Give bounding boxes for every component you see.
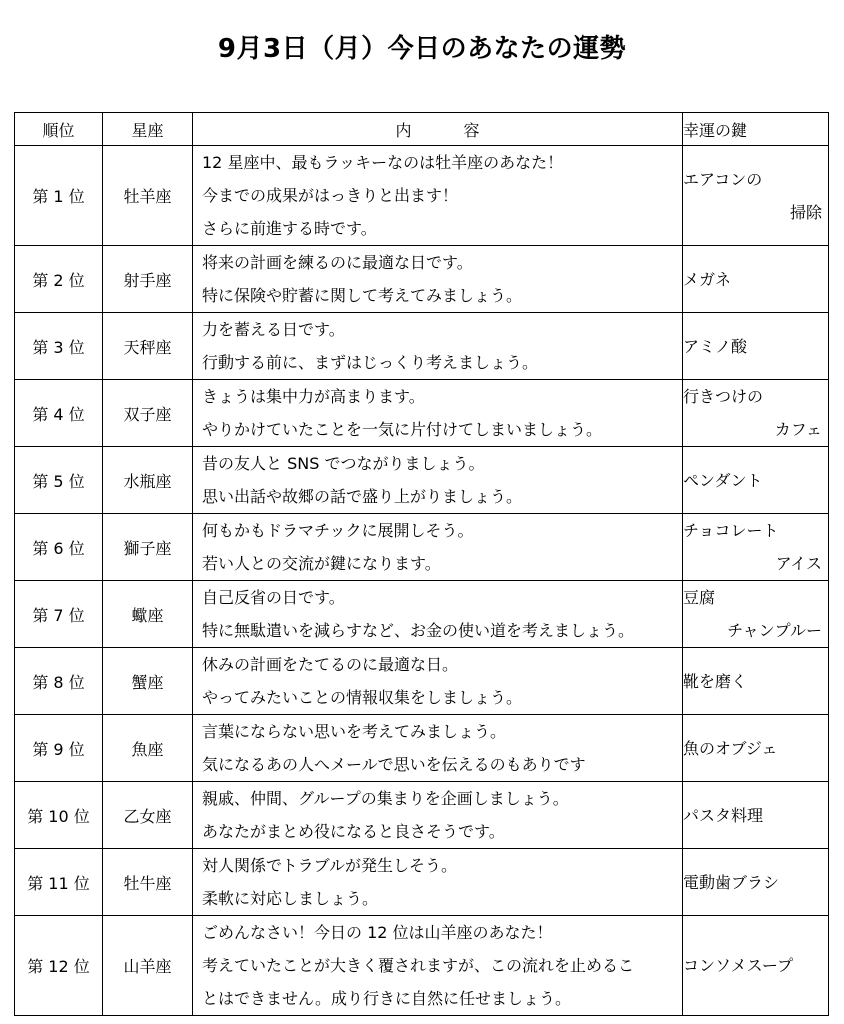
sign-cell: 獅子座 — [103, 514, 193, 581]
content-line: 考えていたことが大きく覆されますが、この流れを止めるこ — [202, 956, 635, 975]
content-line: 力を蓄える日です。 — [202, 320, 345, 339]
content-cell — [193, 715, 683, 782]
fortune-rows — [15, 146, 829, 1016]
content-line: やってみたいことの情報収集をしましょう。 — [202, 688, 523, 707]
rank-cell: 第 9 位 — [15, 715, 103, 782]
content-cell — [193, 916, 683, 1016]
lucky-key-cell — [683, 581, 829, 648]
lucky-key-cell — [683, 313, 829, 380]
header-content-part-2: 容 — [463, 120, 480, 140]
content-line: 特に保険や貯蓄に関して考えてみましょう。 — [202, 286, 523, 305]
content-cell — [193, 514, 683, 581]
content-line: 特に無駄遣いを減らすなど、お金の使い道を考えましょう。 — [202, 621, 635, 640]
lucky-key-cell — [683, 447, 829, 514]
rank-cell: 第 1 位 — [15, 146, 103, 246]
content-line: 将来の計画を練るのに最適な日です。 — [202, 253, 473, 272]
rank-cell: 第 10 位 — [15, 782, 103, 849]
header-content-part-1: 内 — [395, 120, 412, 140]
content-line: 親戚、仲間、グループの集まりを企画しましょう。 — [202, 789, 569, 808]
sign-cell: 双子座 — [103, 380, 193, 447]
table-row — [15, 782, 829, 849]
content-cell — [193, 146, 683, 246]
lucky-key-line: 掃除 — [789, 202, 822, 222]
rank-cell: 第 5 位 — [15, 447, 103, 514]
content-line: 何もかもドラマチックに展開しそう。 — [202, 521, 474, 540]
lucky-key-line: ペンダント — [683, 470, 763, 490]
sign-cell: 射手座 — [103, 246, 193, 313]
sign-cell: 天秤座 — [103, 313, 193, 380]
lucky-key-cell — [683, 715, 829, 782]
table-row — [15, 380, 829, 447]
sign-cell: 牡羊座 — [103, 146, 193, 246]
sign-cell: 蠍座 — [103, 581, 193, 648]
table-row — [15, 146, 829, 246]
table-row — [15, 514, 829, 581]
lucky-key-cell — [683, 648, 829, 715]
sign-cell: 魚座 — [103, 715, 193, 782]
rank-cell: 第 3 位 — [15, 313, 103, 380]
content-line: あなたがまとめ役になると良さそうです。 — [202, 822, 505, 841]
content-line: 気になるあの人へメールで思いを伝えるのもありです — [202, 755, 586, 774]
header-rank: 順位 — [15, 113, 103, 146]
content-line: 言葉にならない思いを考えてみましょう。 — [202, 722, 507, 741]
sign-cell: 水瓶座 — [103, 447, 193, 514]
lucky-key-line: メガネ — [683, 269, 732, 289]
content-line: 行動する前に、まずはじっくり考えましょう。 — [202, 353, 539, 372]
content-line: 12 星座中、最もラッキーなのは牡羊座のあなた！ — [202, 153, 564, 172]
table-row — [15, 849, 829, 916]
table-row — [15, 447, 829, 514]
lucky-key-line: 魚のオブジェ — [683, 738, 778, 758]
rank-cell: 第 4 位 — [15, 380, 103, 447]
lucky-key-line: エアコンの — [683, 169, 763, 189]
rank-cell: 第 2 位 — [15, 246, 103, 313]
rank-cell: 第 7 位 — [15, 581, 103, 648]
content-line: やりかけていたことを一気に片付けてしまいましょう。 — [202, 420, 603, 439]
content-line: とはできません。成り行きに自然に任せましょう。 — [202, 989, 571, 1008]
content-line: 柔軟に対応しましょう。 — [202, 889, 379, 908]
lucky-key-cell — [683, 916, 829, 1016]
content-line: 今までの成果がはっきりと出ます！ — [202, 186, 459, 205]
content-cell — [193, 447, 683, 514]
lucky-key-line: パスタ料理 — [683, 805, 764, 825]
lucky-key-line: 靴を磨く — [683, 671, 748, 691]
lucky-key-cell — [683, 514, 829, 581]
lucky-key-line: コンソメスープ — [683, 956, 794, 975]
header-sign: 星座 — [103, 113, 193, 146]
table-row — [15, 313, 829, 380]
content-cell — [193, 849, 683, 916]
content-line: 昔の友人と SNS でつながりましょう。 — [202, 454, 485, 473]
lucky-key-line: アミノ酸 — [683, 336, 748, 356]
sign-cell: 牡牛座 — [103, 849, 193, 916]
table-header-row — [15, 113, 829, 146]
table-row — [15, 246, 829, 313]
content-line: ごめんなさい！今日の 12 位は山羊座のあなた！ — [202, 923, 553, 942]
rank-cell: 第 12 位 — [15, 916, 103, 1016]
sign-cell: 乙女座 — [103, 782, 193, 849]
lucky-key-line: 電動歯ブラシ — [683, 872, 780, 892]
content-line: 対人関係でトラブルが発生しそう。 — [202, 856, 458, 875]
page-title: 9月3日（月）今日のあなたの運勢 — [217, 34, 627, 64]
lucky-key-cell — [683, 849, 829, 916]
content-cell — [193, 246, 683, 313]
table-row — [15, 916, 829, 1016]
lucky-key-cell — [683, 246, 829, 313]
sign-cell: 山羊座 — [103, 916, 193, 1016]
lucky-key-line: アイス — [775, 554, 822, 573]
header-lucky-key: 幸運の鍵 — [683, 113, 829, 146]
lucky-key-line: 行きつけの — [683, 387, 764, 406]
table-row — [15, 715, 829, 782]
lucky-key-line: チャンプルー — [727, 621, 822, 640]
lucky-key-cell — [683, 380, 829, 447]
content-cell — [193, 581, 683, 648]
content-cell — [193, 648, 683, 715]
lucky-key-line: 豆腐 — [683, 588, 716, 607]
fortune-table — [14, 112, 829, 1016]
rank-cell: 第 6 位 — [15, 514, 103, 581]
content-line: 若い人との交流が鍵になります。 — [202, 554, 441, 573]
content-cell — [193, 782, 683, 849]
content-cell — [193, 380, 683, 447]
content-line: 自己反省の日です。 — [202, 588, 345, 607]
lucky-key-line: カフェ — [774, 420, 822, 439]
content-line: さらに前進する時です。 — [202, 219, 377, 238]
rank-cell: 第 11 位 — [15, 849, 103, 916]
lucky-key-line: チョコレート — [683, 521, 779, 540]
table-row — [15, 581, 829, 648]
lucky-key-cell — [683, 146, 829, 246]
lucky-key-cell — [683, 782, 829, 849]
header-content — [193, 113, 683, 146]
content-line: 思い出話や故郷の話で盛り上がりましょう。 — [202, 487, 523, 506]
content-line: きょうは集中力が高まります。 — [202, 387, 425, 406]
rank-cell: 第 8 位 — [15, 648, 103, 715]
table-row — [15, 648, 829, 715]
content-line: 休みの計画をたてるのに最適な日。 — [202, 655, 459, 674]
sign-cell: 蟹座 — [103, 648, 193, 715]
content-cell — [193, 313, 683, 380]
